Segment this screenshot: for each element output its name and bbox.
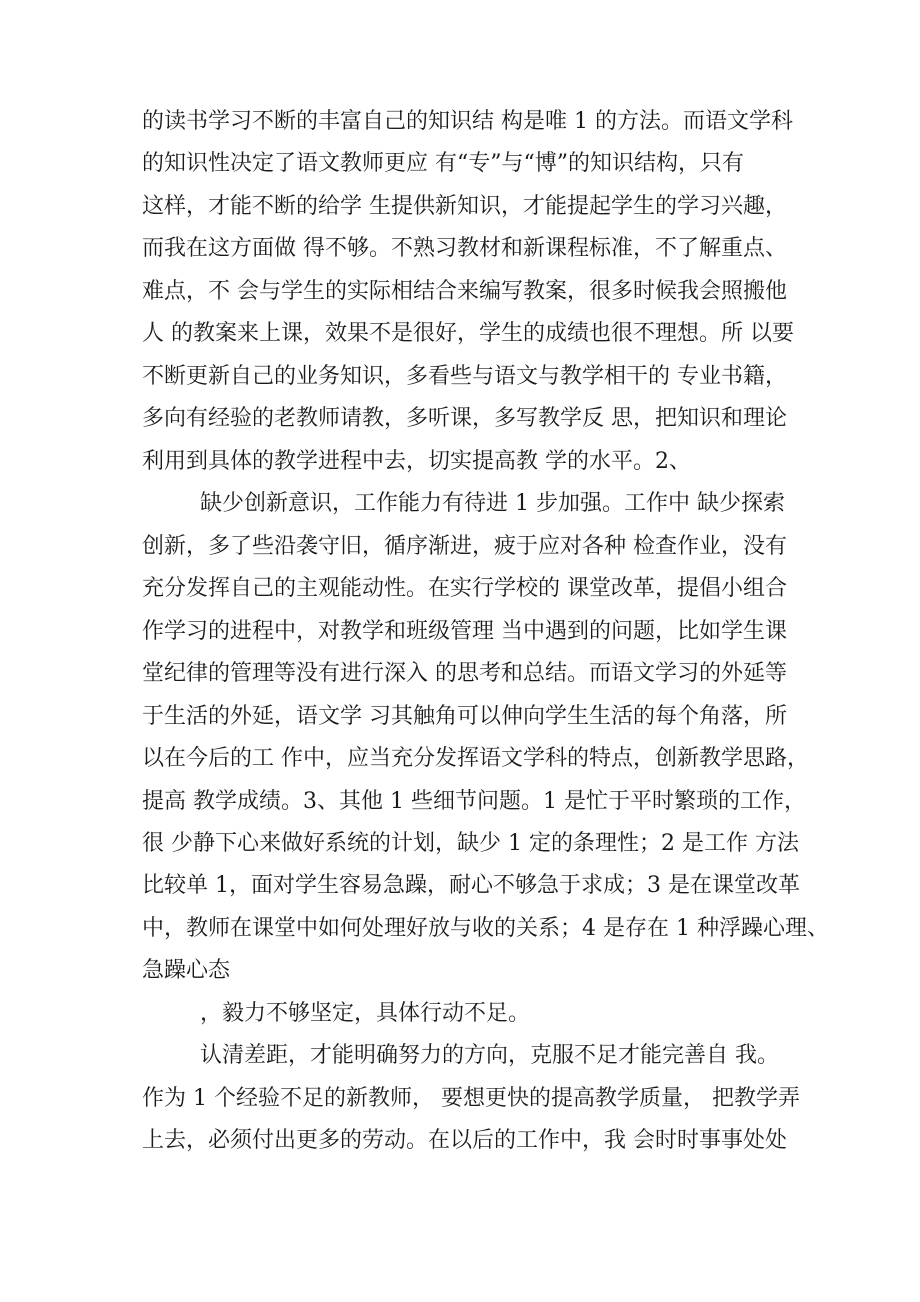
text-line: 比较单 1，面对学生容易急躁，耐心不够急于求成；3 是在课堂改革 [142,873,800,898]
text-line: 充分发挥自己的主观能动性。在实行学校的 课堂改革，提倡小组合 [142,576,787,601]
paragraph-first-line: ，毅力不够坚定，具体行动不足。 [200,1001,531,1026]
text-line: 人 的教案来上课，效果不是很好，学生的成绩也很不理想。所 以要 [142,321,794,346]
text-line: 的知识性决定了语文教师更应 有“专”与“博”的知识结构，只有 [142,151,744,176]
paragraph-first-line: 缺少创新意识，工作能力有待进 1 步加强。工作中 缺少探索 [200,491,785,516]
text-line: 中，教师在课堂中如何处理好放与收的关系；4 是存在 1 种浮躁心理、 [142,916,829,941]
text-line: 堂纪律的管理等没有进行深入 的思考和总结。而语文学习的外延等 [142,661,787,686]
text-line: 提高 教学成绩。3、其他 1 些细节问题。1 是忙于平时繁琐的工作， [142,789,806,814]
paragraph-first-line: 认清差距，才能明确努力的方向，克服不足才能完善自 我。 [200,1043,779,1068]
text-line: 而我在这方面做 得不够。不熟习教材和新课程标准，不了解重点、 [142,236,787,261]
text-line: 急躁心态 [142,958,231,983]
text-line: 作为 1 个经验不足的新教师， 要想更快的提高教学质量， 把教学弄 [142,1086,800,1111]
text-line: 创新，多了些沿袭守旧，循序渐进，疲于应对各种 检查作业，没有 [142,534,787,559]
text-line: 以在今后的工 作中，应当充分发挥语文学科的特点，创新教学思路， [142,746,809,771]
text-line: 于生活的外延，语文学 习其触角可以伸向学生生活的每个角落，所 [142,704,787,729]
text-line: 这样，才能不断的给学 生提供新知识，才能提起学生的学习兴趣， [142,194,787,219]
text-line: 多向有经验的老教师请教，多听课，多写教学反 思，把知识和理论 [142,406,787,431]
text-line: 作学习的进程中，对教学和班级管理 当中遇到的问题，比如学生课 [142,619,787,644]
text-line: 利用到具体的教学进程中去，切实提高教 学的水平。2、 [142,449,691,474]
text-line: 不断更新自己的业务知识，多看些与语文与教学相干的 专业书籍， [142,364,787,389]
text-line: 上去，必须付出更多的劳动。在以后的工作中，我 会时时事事处处 [142,1128,787,1153]
text-line: 的读书学习不断的丰富自己的知识结 构是唯 1 的方法。而语文学科 [142,109,793,134]
text-line: 很 少静下心来做好系统的计划，缺少 1 定的条理性；2 是工作 方法 [142,831,799,856]
text-line: 难点，不 会与学生的实际相结合来编写教案，很多时候我会照搬他 [142,279,787,304]
